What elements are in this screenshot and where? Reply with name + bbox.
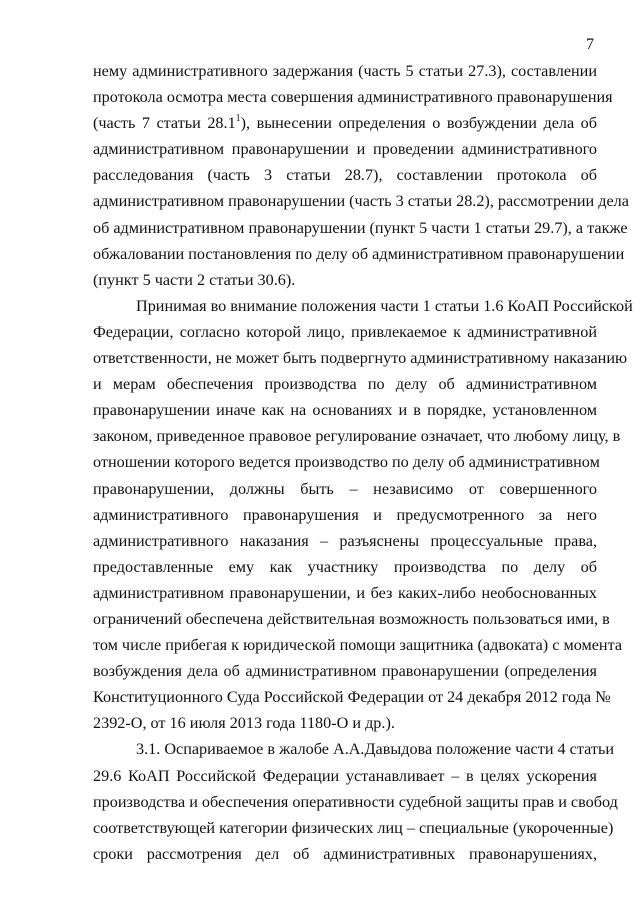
text-segment: ), вынесении определения о возбуждении дела об — [240, 114, 598, 133]
text-line: обжаловании постановления по делу об административном правонарушении — [93, 244, 625, 263]
text-line: административном правонарушении (часть 3 статьи 28.2), рассмотрении дела — [93, 192, 629, 211]
text-line: законом, приведенное правовое регулирование означает, что любому лицу, в — [93, 427, 621, 446]
text-line: административного правонарушения и предусмотренного за него — [93, 505, 597, 524]
text-line: правонарушении, должны быть – независимо от совершенного — [93, 479, 597, 498]
text-line: производства и обеспечения оперативности судебной защиты прав и свобод — [93, 792, 618, 811]
text-line: Конституционного Суда Российской Федерации от 24 декабря 2012 года № — [93, 688, 611, 707]
text-line: возбуждения дела об административном правонарушении (определения — [93, 662, 597, 681]
superscript: 1 — [235, 112, 241, 124]
text-line: нему административного задержания (часть 5 статьи 27.3), составлении — [93, 62, 597, 80]
paragraph-3 — [93, 736, 618, 866]
page-number: 7 — [586, 36, 594, 53]
text-line: сроки рассмотрения дел об административных правонарушениях, — [93, 844, 597, 863]
document-body — [93, 58, 633, 867]
text-line-with-superscript — [93, 110, 597, 136]
text-line: том числе прибегая к юридической помощи защитника (адвоката) с момента — [93, 636, 623, 655]
text-line: ответственности, не может быть подвергнуто административному наказанию — [93, 349, 628, 368]
text-line: об административном правонарушении (пункт 5 части 1 статьи 29.7), а также — [93, 218, 628, 237]
text-segment: (часть 7 статьи 28.1 — [93, 114, 236, 133]
text-line: Федерации, согласно которой лицо, привлекаемое к административной — [93, 322, 597, 341]
text-line: 29.6 КоАП Российской Федерации устанавливает – в целях ускорения — [93, 766, 597, 785]
text-line: Принимая во внимание положения части 1 статьи 1.6 КоАП Российской — [136, 296, 633, 315]
text-line: соответствующей категории физических лиц – специальные (укороченные) — [93, 818, 614, 837]
text-line: предоставленные ему как участнику производства по делу об — [93, 557, 597, 576]
text-line: и мерам обеспечения производства по делу об административном — [93, 375, 597, 394]
text-line: 2392-О, от 16 июля 2013 года 1180-О и др.). — [93, 714, 395, 733]
paragraph-2 — [93, 293, 633, 737]
text-line: административном правонарушении, и без каких-либо необоснованных — [93, 583, 597, 602]
text-line: административного наказания – разъяснены процессуальные права, — [93, 531, 597, 550]
paragraph-1 — [93, 58, 629, 293]
text-line: отношении которого ведется производство по делу об административном — [93, 453, 600, 472]
text-line: расследования (часть 3 статьи 28.7), составлении протокола об — [93, 166, 597, 185]
text-line: 3.1. Оспариваемое в жалобе А.А.Давыдова положение части 4 статьи — [136, 740, 615, 759]
text-line: правонарушении иначе как на основаниях и в порядке, установленном — [93, 401, 597, 420]
text-line: протокола осмотра места совершения административного правонарушения — [93, 88, 613, 107]
text-line: (пункт 5 части 2 статьи 30.6). — [93, 270, 296, 289]
text-line: ограничений обеспечена действительная возможность пользоваться ими, в — [93, 609, 610, 628]
text-line: административном правонарушении и проведении административного — [93, 140, 597, 159]
